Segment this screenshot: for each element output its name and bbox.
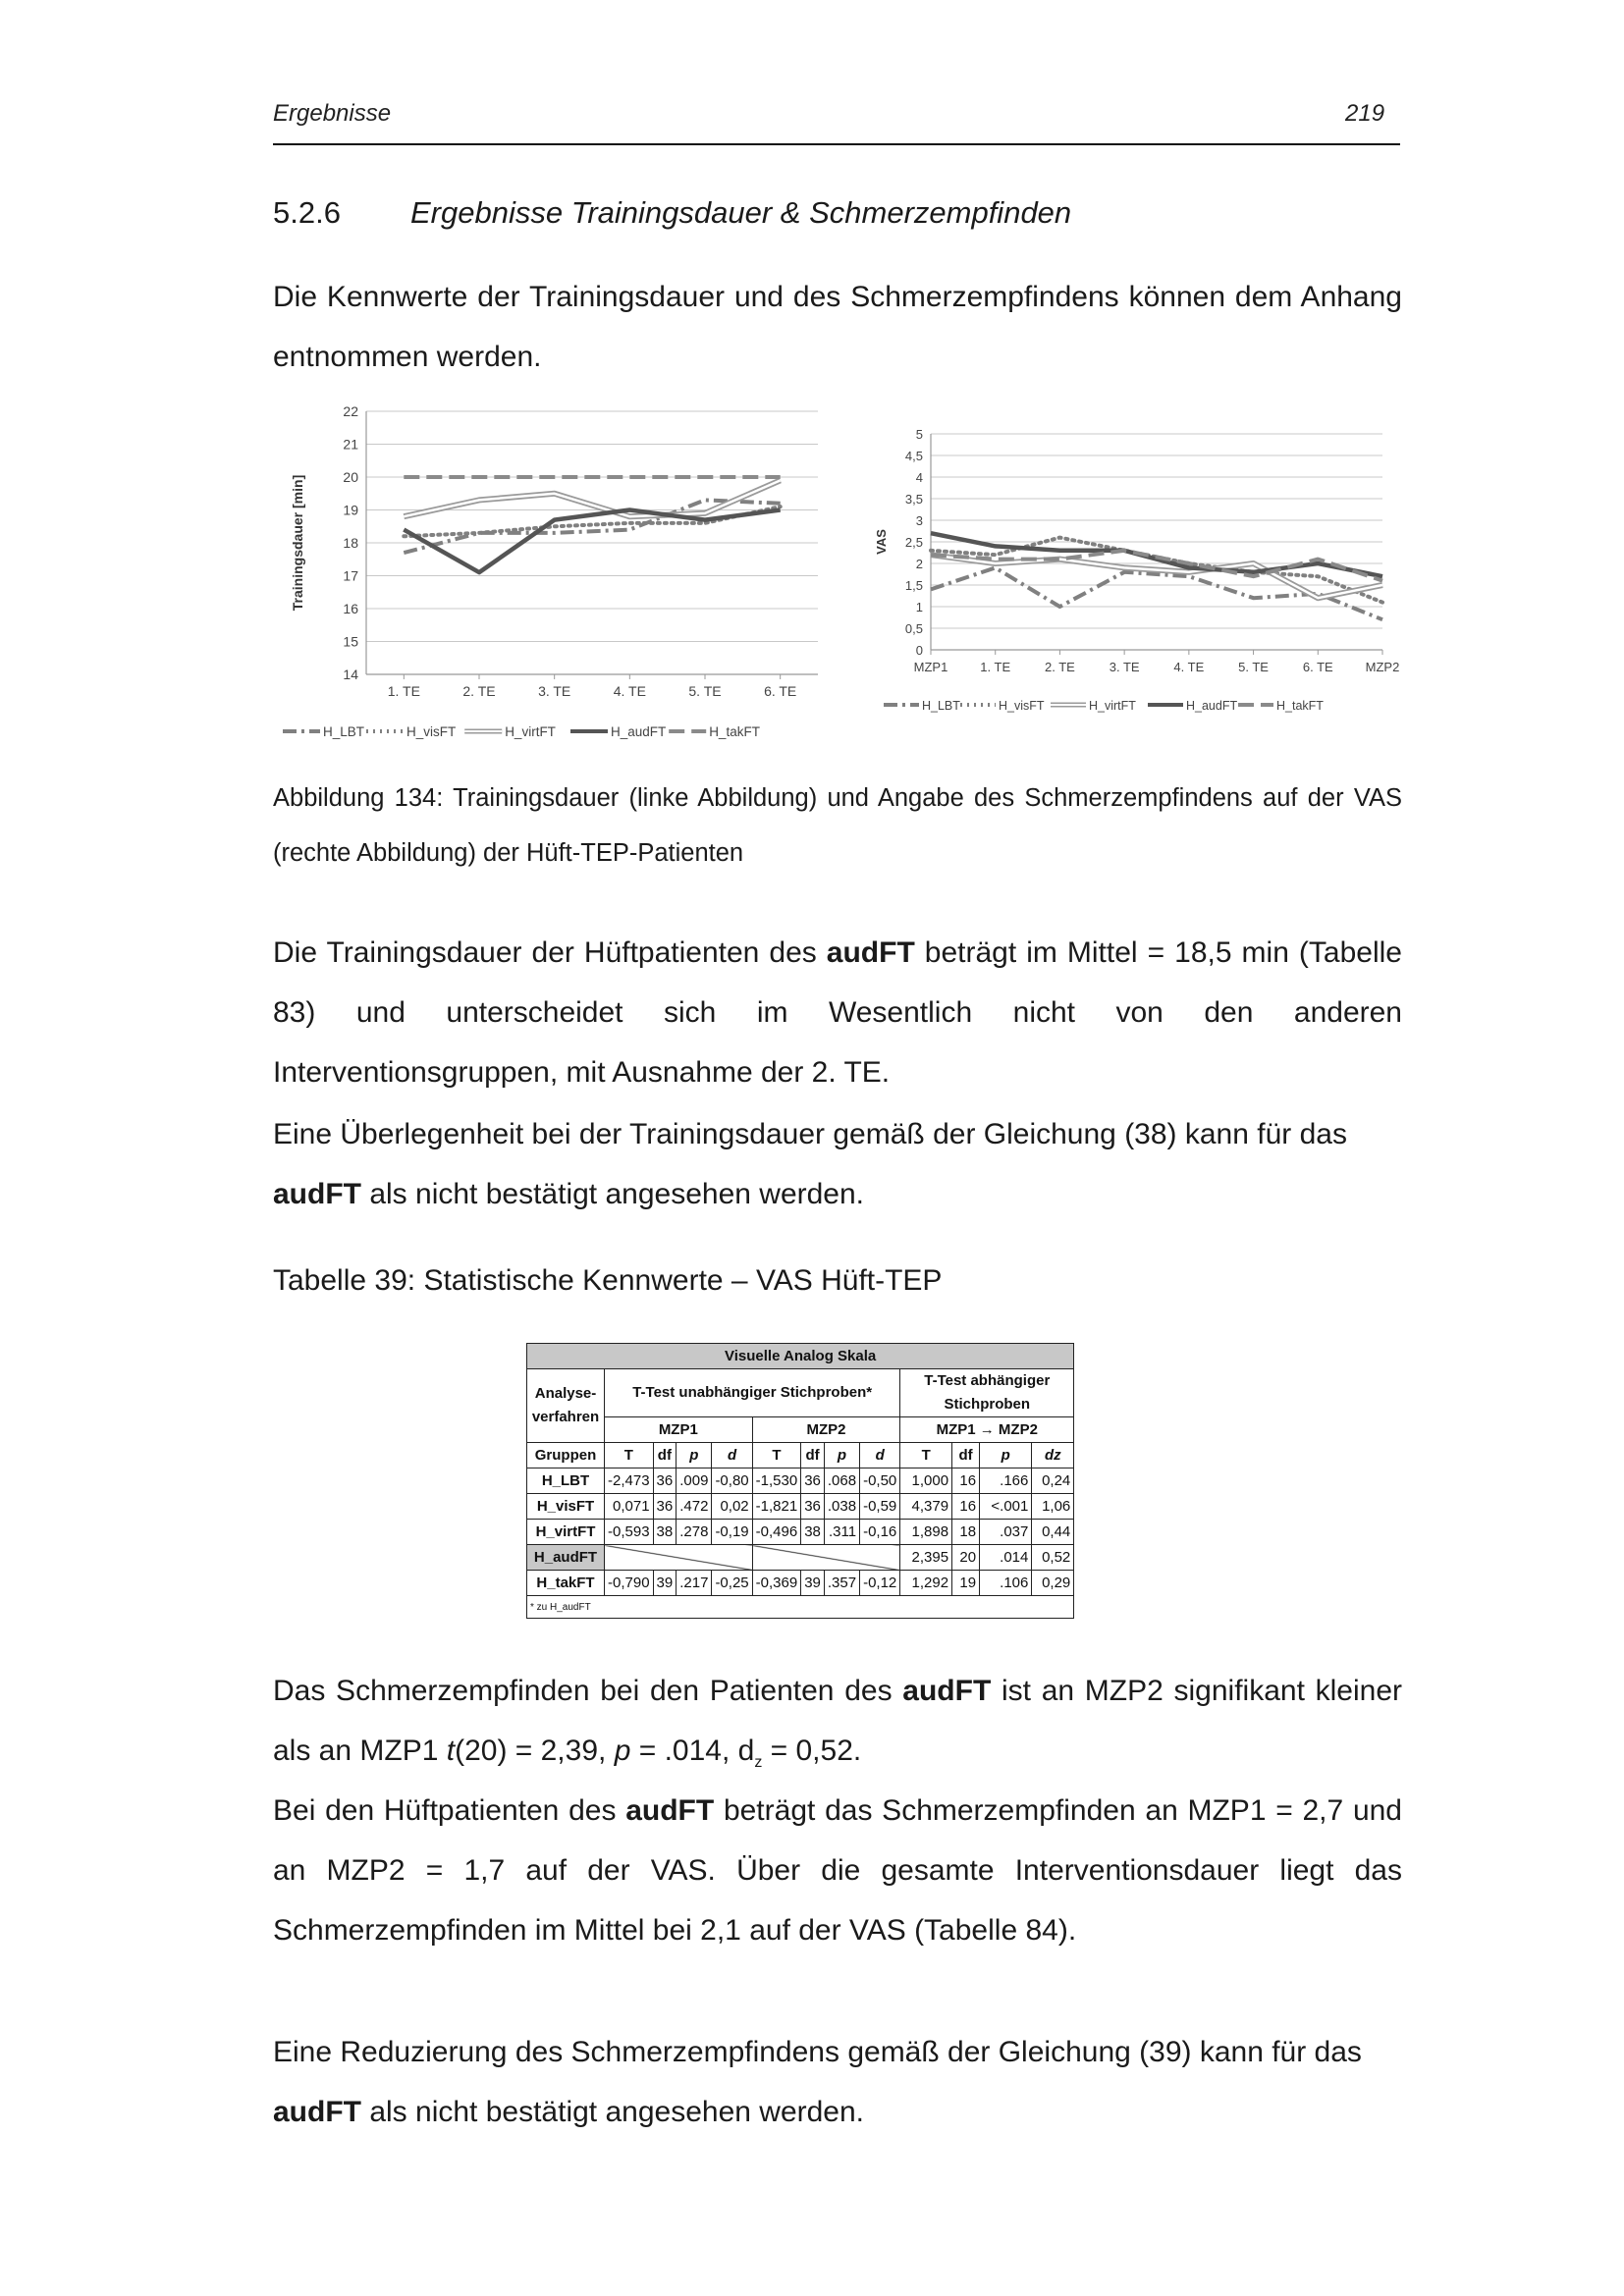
row-group: H_visFT xyxy=(527,1494,605,1520)
cell: -0,80 xyxy=(712,1468,752,1494)
figure-caption: Abbildung 134: Trainingsdauer (linke Abbildung) und Angabe des Schmerzempfindens auf der VAS (rechte Abbildung) der Hüft-TEP-Patienten xyxy=(273,784,1402,867)
table-row xyxy=(527,1494,1074,1520)
cell: .311 xyxy=(824,1520,859,1545)
cell: 36 xyxy=(653,1468,677,1494)
vas-statistics-table xyxy=(526,1343,1074,1619)
row-group: H_virtFT xyxy=(527,1520,605,1545)
y-tick-label: 22 xyxy=(343,403,358,419)
cell: .166 xyxy=(980,1468,1032,1494)
col-header: p xyxy=(980,1443,1032,1468)
mzp1-mzp2-header: MZP1 → MZP2 xyxy=(900,1417,1074,1443)
paragraph-training-duration: Die Trainingsdauer der Hüftpatienten des audFT beträgt im Mittel = 18,5 min (Tabelle 83) und unterscheidet sich im Wesentlich nicht von den anderen Interventionsgruppen, mit Ausnahme der 2. TE. xyxy=(273,936,1402,1089)
cell: 1,292 xyxy=(900,1571,952,1596)
cell: 0,24 xyxy=(1032,1468,1074,1494)
col-header: p xyxy=(677,1443,712,1468)
table-row xyxy=(527,1468,1074,1494)
cell: 20 xyxy=(952,1545,980,1571)
independent-test-header: T-Test unabhängiger Stichproben* xyxy=(605,1369,900,1417)
series-line-inner-H_virtFT xyxy=(404,480,780,516)
y-tick-label: 1,5 xyxy=(904,578,923,593)
legend-label: H_visFT xyxy=(999,699,1045,713)
section-title: Ergebnisse Trainingsdauer & Schmerzempfinden xyxy=(410,195,1072,230)
cell: 39 xyxy=(801,1571,825,1596)
paragraph-pain-conclusion: Eine Reduzierung des Schmerzempfindens gemäß der Gleichung (39) kann für das audFT als nicht bestätigt angesehen werden. xyxy=(273,2036,1362,2128)
x-tick-label: 3. TE xyxy=(1109,660,1140,674)
cell: .009 xyxy=(677,1468,712,1494)
chart-training-duration xyxy=(283,398,852,751)
legend-label: H_LBT xyxy=(922,699,960,713)
table-footnote: * zu H_audFT xyxy=(527,1596,1074,1619)
col-header: df xyxy=(952,1443,980,1468)
cell: -0,369 xyxy=(752,1571,801,1596)
x-tick-label: 1. TE xyxy=(387,683,420,699)
y-tick-label: 18 xyxy=(343,535,358,551)
y-tick-label: 14 xyxy=(343,667,358,682)
legend-label: H_takFT xyxy=(1276,699,1324,713)
cell: 38 xyxy=(801,1520,825,1545)
paragraph-pain-values: Bei den Hüftpatienten des audFT beträgt das Schmerzempfinden an MZP1 = 2,7 und an MZP2 = 1,7 auf der VAS. Über die gesamte Interventionsdauer liegt das Schmerzempfinden im Mittel bei 2,1 auf der VAS (Tabelle 84). xyxy=(273,1794,1402,1947)
y-tick-label: 0,5 xyxy=(904,621,923,636)
group-label: Gruppen xyxy=(527,1443,605,1468)
intro-paragraph: Die Kennwerte der Trainingsdauer und des Schmerzempfindens können dem Anhang entnommen werden. xyxy=(273,281,1402,373)
row-group: H_LBT xyxy=(527,1468,605,1494)
col-header: df xyxy=(653,1443,677,1468)
row-group: H_audFT xyxy=(527,1545,605,1571)
mzp1-header: MZP1 xyxy=(605,1417,753,1443)
paragraph-pain-significance: Das Schmerzempfinden bei den Patienten des audFT ist an MZP2 signifikant kleiner als an MZP1 t(20) = 2,39, p = .014, $d_z = 0,52$. xyxy=(273,1675,1402,1771)
cell: 4,379 xyxy=(900,1494,952,1520)
cell: 1,06 xyxy=(1032,1494,1074,1520)
y-tick-label: 1 xyxy=(915,600,923,614)
x-tick-label: 2. TE xyxy=(462,683,496,699)
cell: 19 xyxy=(952,1571,980,1596)
cell: 0,44 xyxy=(1032,1520,1074,1545)
page-number: 219 xyxy=(1345,100,1385,127)
dependent-test-header: T-Test abhängiger Stichproben xyxy=(900,1369,1074,1417)
cell: .037 xyxy=(980,1520,1032,1545)
y-tick-label: 0 xyxy=(915,643,923,658)
cell: 0,29 xyxy=(1032,1571,1074,1596)
col-header: df xyxy=(801,1443,825,1468)
cell: 36 xyxy=(801,1494,825,1520)
x-tick-label: 5. TE xyxy=(1238,660,1269,674)
cell: 16 xyxy=(952,1468,980,1494)
x-tick-label: MZP1 xyxy=(913,660,948,674)
cell: -0,19 xyxy=(712,1520,752,1545)
x-tick-label: 1. TE xyxy=(980,660,1011,674)
cell: 18 xyxy=(952,1520,980,1545)
cell: -0,496 xyxy=(752,1520,801,1545)
cell: 38 xyxy=(653,1520,677,1545)
col-header: T xyxy=(605,1443,654,1468)
table-row xyxy=(527,1545,1074,1571)
table-row xyxy=(527,1571,1074,1596)
empty-cell-crossed xyxy=(752,1545,900,1571)
y-tick-label: 3,5 xyxy=(904,492,923,507)
y-tick-label: 2,5 xyxy=(904,535,923,550)
col-header: dz xyxy=(1032,1443,1074,1468)
cell: -0,593 xyxy=(605,1520,654,1545)
cell: 2,395 xyxy=(900,1545,952,1571)
chart-vas xyxy=(872,393,1422,731)
legend-label: H_virtFT xyxy=(505,724,556,739)
legend-label: H_LBT xyxy=(323,724,365,739)
cell: -0,59 xyxy=(860,1494,900,1520)
y-tick-label: 3 xyxy=(915,513,923,528)
cell: -2,473 xyxy=(605,1468,654,1494)
x-tick-label: 6. TE xyxy=(1302,660,1333,674)
cell: .217 xyxy=(677,1571,712,1596)
cell: .357 xyxy=(824,1571,859,1596)
series-line-H_virtFT xyxy=(404,480,780,516)
col-header: T xyxy=(752,1443,801,1468)
cell: .014 xyxy=(980,1545,1032,1571)
x-tick-label: 4. TE xyxy=(613,683,646,699)
cell: 0,071 xyxy=(605,1494,654,1520)
running-header: Ergebnisse xyxy=(273,100,392,127)
cell: 1,898 xyxy=(900,1520,952,1545)
col-header: d xyxy=(860,1443,900,1468)
cell: 1,000 xyxy=(900,1468,952,1494)
table-title: Visuelle Analog Skala xyxy=(527,1344,1074,1369)
row-group: H_takFT xyxy=(527,1571,605,1596)
cell: 39 xyxy=(653,1571,677,1596)
series-line-H_audFT xyxy=(404,510,780,573)
y-tick-label: 19 xyxy=(343,502,358,518)
cell: -1,530 xyxy=(752,1468,801,1494)
cell: -1,821 xyxy=(752,1494,801,1520)
y-tick-label: 4 xyxy=(915,470,923,485)
x-tick-label: 2. TE xyxy=(1045,660,1075,674)
empty-cell-crossed xyxy=(605,1545,753,1571)
cell: .472 xyxy=(677,1494,712,1520)
y-tick-label: 17 xyxy=(343,567,358,584)
cell: -0,25 xyxy=(712,1571,752,1596)
header-rule xyxy=(273,143,1400,145)
cell: -0,50 xyxy=(860,1468,900,1494)
col-header: T xyxy=(900,1443,952,1468)
x-tick-label: MZP2 xyxy=(1365,660,1400,674)
y-tick-label: 2 xyxy=(915,557,923,571)
y-tick-label: 5 xyxy=(915,427,923,442)
cell: 0,02 xyxy=(712,1494,752,1520)
legend-label: H_virtFT xyxy=(1089,699,1136,713)
col-header: d xyxy=(712,1443,752,1468)
mzp2-header: MZP2 xyxy=(752,1417,900,1443)
cell: 36 xyxy=(801,1468,825,1494)
table-row xyxy=(527,1520,1074,1545)
y-tick-label: 20 xyxy=(343,469,358,485)
y-axis-title: VAS xyxy=(874,529,889,555)
y-axis-title: Trainingsdauer [min] xyxy=(290,474,305,612)
y-tick-label: 21 xyxy=(343,436,358,453)
cell: .106 xyxy=(980,1571,1032,1596)
cell: -0,12 xyxy=(860,1571,900,1596)
cell: -0,16 xyxy=(860,1520,900,1545)
cell: .278 xyxy=(677,1520,712,1545)
legend-label: H_audFT xyxy=(611,724,667,739)
section-number: 5.2.6 xyxy=(273,195,341,230)
col-header: p xyxy=(824,1443,859,1468)
y-tick-label: 4,5 xyxy=(904,449,923,463)
cell: <.001 xyxy=(980,1494,1032,1520)
cell: 16 xyxy=(952,1494,980,1520)
y-tick-label: 15 xyxy=(343,633,358,650)
x-tick-label: 5. TE xyxy=(688,683,722,699)
legend-label: H_visFT xyxy=(406,724,457,739)
x-tick-label: 4. TE xyxy=(1173,660,1205,674)
x-tick-label: 3. TE xyxy=(538,683,571,699)
cell: .068 xyxy=(824,1468,859,1494)
table-caption: Tabelle 39: Statistische Kennwerte – VAS Hüft-TEP xyxy=(273,1264,943,1297)
method-label: Analyse-verfahren xyxy=(527,1369,605,1443)
legend-label: H_takFT xyxy=(709,724,760,739)
legend-label: H_audFT xyxy=(1186,699,1238,713)
cell: 36 xyxy=(653,1494,677,1520)
paragraph-training-conclusion: Eine Überlegenheit bei der Trainingsdauer gemäß der Gleichung (38) kann für das audFT als nicht bestätigt angesehen werden. xyxy=(273,1118,1347,1210)
cell: .038 xyxy=(824,1494,859,1520)
y-tick-label: 16 xyxy=(343,601,358,616)
cell: 0,52 xyxy=(1032,1545,1074,1571)
x-tick-label: 6. TE xyxy=(764,683,797,699)
cell: -0,790 xyxy=(605,1571,654,1596)
